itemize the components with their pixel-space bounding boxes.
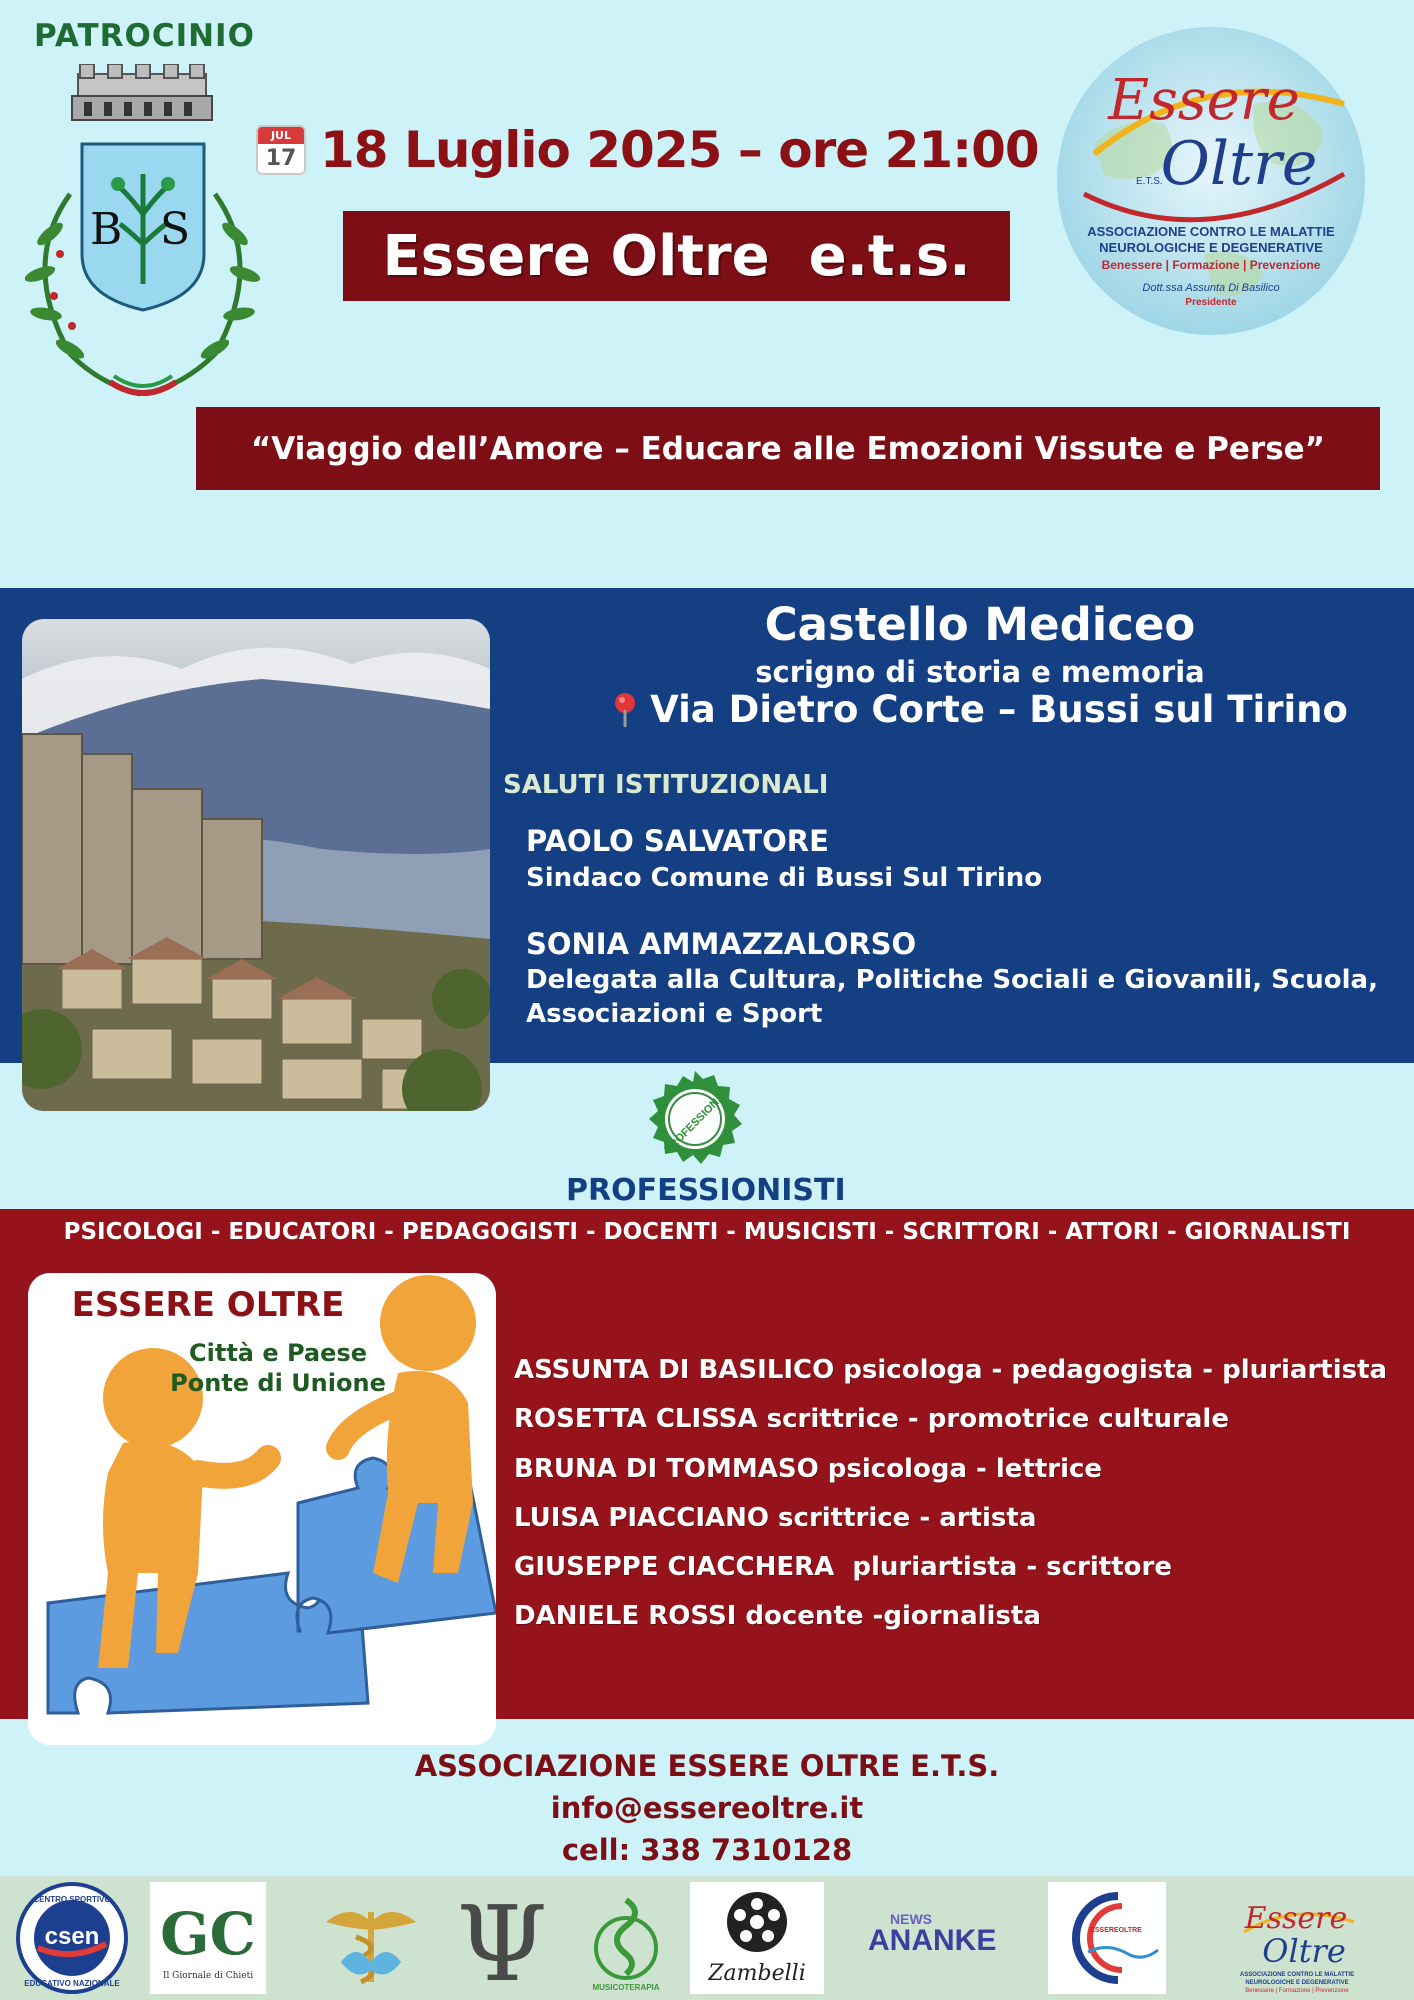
logo-ets: E.T.S. — [1136, 176, 1163, 187]
org-name: Essere Oltre e.t.s. — [382, 223, 971, 289]
event-date-row — [256, 118, 1039, 182]
essere-oltre-rainbow-logo — [1048, 1882, 1166, 1994]
csen-bottom-text: EDUCATIVO NAZIONALE — [24, 1979, 120, 1988]
guest-role-line: Associazioni e Sport — [526, 999, 823, 1029]
csen-wordmark: csen — [44, 1923, 100, 1950]
professionals-heading: PROFESSIONISTI — [566, 1173, 846, 1208]
zambelli-wordmark: Zambelli — [708, 1961, 806, 1986]
psi-logo — [452, 1882, 552, 1994]
essere-oltre-small-logo — [1224, 1882, 1370, 1994]
speaker-item — [514, 1596, 1404, 1645]
event-date: 18 Luglio 2025 – ore 21:00 — [320, 121, 1039, 179]
logo-top-word: Essere — [1108, 68, 1300, 133]
small-logo-line-2: NEUROLOGICHE E DEGENERATIVE — [1245, 1980, 1349, 1986]
speaker-role: psicologa - pedagogista - pluriartista — [834, 1355, 1388, 1385]
guest-name: PAOLO SALVATORE — [526, 824, 829, 858]
professional-categories: PSICOLOGI - EDUCATORI - PEDAGOGISTI - DOCENTI - MUSICISTI - SCRITTORI - ATTORI - GIORNALISTI — [63, 1219, 1351, 1245]
speakers-list — [514, 1350, 1404, 1646]
footer-phone: cell: 338 7310128 — [561, 1833, 853, 1867]
csen-top-text: CENTRO SPORTIVO — [33, 1895, 111, 1904]
coat-initial-right: S — [160, 204, 191, 255]
guest-role — [526, 963, 1406, 1031]
card-title: ESSERE OLTRE — [71, 1285, 345, 1325]
zambelli-logo — [690, 1882, 824, 1994]
logo-line-2: NEUROLOGICHE E DEGENERATIVE — [1099, 240, 1323, 255]
guest-role-line: Delegata alla Cultura, Politiche Sociali e Giovanili, Scuola, — [526, 965, 1378, 995]
coat-of-arms-icon — [10, 64, 275, 404]
venue-address-row — [560, 688, 1400, 731]
ananke-wordmark: ANANKE — [868, 1924, 997, 1957]
venue-name: Castello Mediceo — [764, 598, 1196, 651]
speaker-role: scrittrice - promotrice culturale — [757, 1404, 1229, 1435]
card-subtitle-line: Città e Paese — [189, 1339, 367, 1367]
calendar-month: JUL — [258, 127, 304, 144]
csen-logo — [16, 1882, 128, 1994]
speaker-name: GIUSEPPE CIACCHERA — [514, 1552, 835, 1583]
puzzle-card — [28, 1273, 496, 1745]
venue-address: Via Dietro Corte – Bussi sul Tirino — [650, 688, 1348, 731]
event-title: “Viaggio dell’Amore – Educare alle Emozioni Vissute e Perse” — [250, 430, 1326, 467]
org-banner — [343, 211, 1010, 301]
giornale-di-chieti-logo — [150, 1882, 266, 1994]
location-pin-icon — [612, 692, 638, 728]
speaker-item — [514, 1399, 1404, 1448]
small-logo-top: Essere — [1244, 1901, 1348, 1936]
logo-line-1: ASSOCIAZIONE CONTRO LE MALATTIE — [1087, 224, 1335, 239]
speaker-role: pluriartista - scrittore — [834, 1552, 1172, 1583]
speaker-item — [514, 1547, 1404, 1596]
speaker-name: ASSUNTA DI BASILICO — [514, 1355, 835, 1385]
logo-bottom-word: Oltre — [1160, 129, 1318, 199]
logo-president-name: Dott.ssa Assunta Di Basilico — [1142, 282, 1280, 294]
patrocinio-label: PATROCINIO — [34, 18, 255, 54]
speaker-item — [514, 1350, 1404, 1399]
card-subtitle-line: Ponte di Unione — [170, 1369, 386, 1397]
professional-stamp-icon — [643, 1069, 747, 1173]
calendar-icon — [256, 125, 306, 175]
speaker-name: DANIELE ROSSI — [514, 1601, 737, 1632]
speaker-role: psicologa - lettrice — [818, 1453, 1103, 1484]
psi-symbol: Ψ — [456, 1883, 548, 1994]
caduceus-logo — [316, 1882, 426, 1994]
speaker-item — [514, 1498, 1404, 1547]
guest-name: SONIA AMMAZZALORSO — [526, 927, 917, 961]
badge-label: PROFESSIONAL — [662, 1086, 733, 1157]
calendar-day: 17 — [265, 146, 297, 171]
speaker-name: LUISA PIACCIANO — [514, 1502, 769, 1533]
speaker-role: scrittrice - artista — [769, 1502, 1037, 1533]
news-label: NEWS — [890, 1911, 932, 1927]
greetings-heading: SALUTI ISTITUZIONALI — [503, 770, 829, 800]
gc-letters: GC — [160, 1900, 256, 1968]
gc-caption: Il Giornale di Chieti — [162, 1971, 254, 1981]
speaker-item — [514, 1449, 1404, 1498]
venue-subtitle: scrigno di storia e memoria — [755, 655, 1205, 689]
speaker-role: docente -giornalista — [736, 1601, 1041, 1632]
musicoterapia-logo — [584, 1882, 668, 1994]
title-banner — [196, 407, 1380, 490]
small-logo-bottom: Oltre — [1262, 1932, 1346, 1970]
logo-tagline: Benessere | Formazione | Prevenzione — [1101, 258, 1321, 272]
small-logo-tagline: Benessere | Formazione | Prevenzione — [1245, 1988, 1349, 1994]
coat-initial-left: B — [90, 204, 123, 255]
small-logo-line-1: ASSOCIAZIONE CONTRO LE MALATTIE — [1239, 1972, 1355, 1978]
speaker-name: BRUNA DI TOMMASO — [514, 1453, 819, 1484]
ese-caption: ESSEREOLTRE — [1090, 1927, 1142, 1934]
speaker-name: ROSETTA CLISSA — [514, 1404, 758, 1435]
essere-oltre-logo — [1054, 24, 1368, 338]
musicoterapia-label: MUSICOTERAPIA — [592, 1983, 660, 1992]
logo-president-role: Presidente — [1185, 297, 1237, 308]
footer-email[interactable]: info@essereoltre.it — [550, 1791, 864, 1825]
footer-org-name: ASSOCIAZIONE ESSERE OLTRE E.T.S. — [414, 1749, 1000, 1783]
castle-photo — [22, 619, 490, 1111]
ananke-news-logo — [858, 1882, 1008, 1994]
guest-role: Sindaco Comune di Bussi Sul Tirino — [526, 863, 1043, 893]
